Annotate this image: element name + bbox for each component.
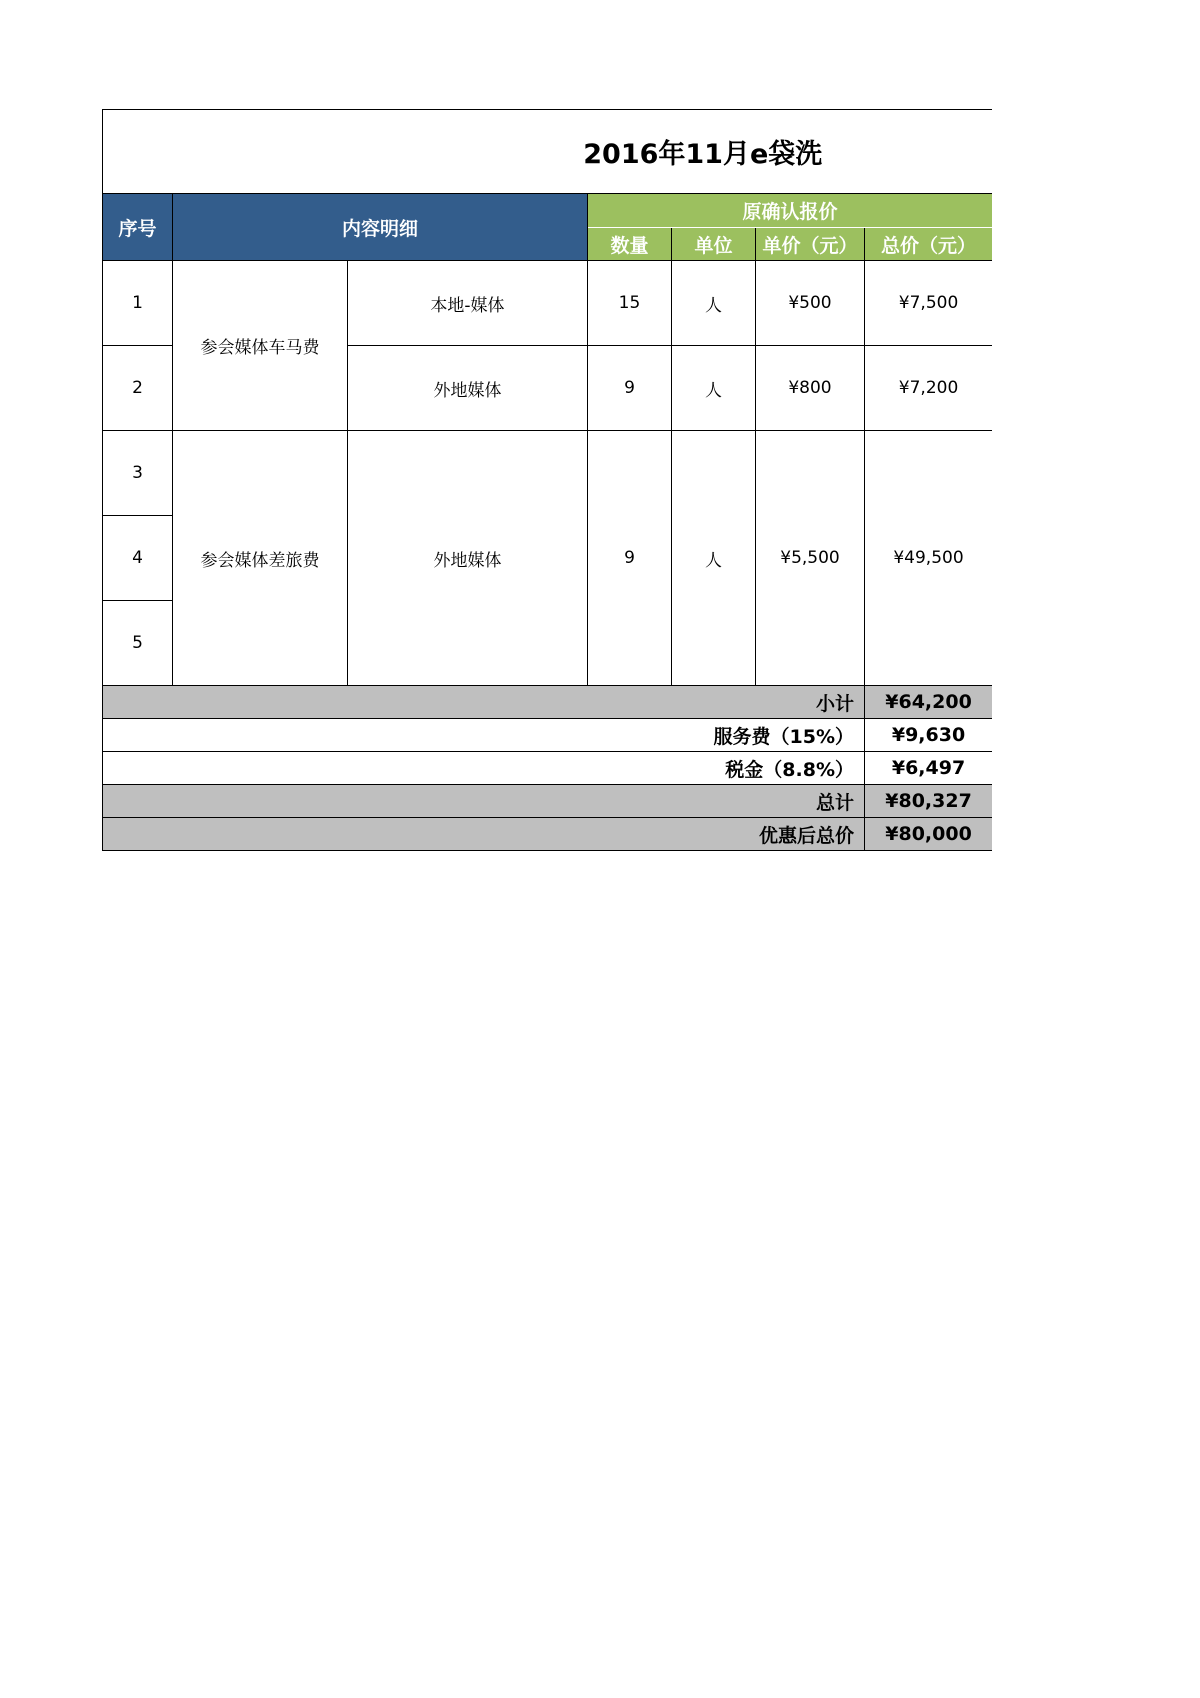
header-total-price: 总价（元） [865, 228, 993, 261]
cell-category: 参会媒体差旅费 [173, 431, 348, 686]
discount-total-label: 优惠后总价 [103, 818, 865, 851]
service-fee-value: ¥9,630 [865, 719, 993, 752]
cell-seq: 1 [103, 261, 173, 346]
service-fee-row [103, 719, 993, 752]
cell-unit-price: ¥500 [756, 261, 865, 346]
tax-value: ¥6,497 [865, 752, 993, 785]
cell-seq: 5 [103, 601, 173, 686]
header-unit-price: 单价（元） [756, 228, 865, 261]
quote-sheet [102, 109, 992, 852]
cell-item: 本地-媒体 [348, 261, 588, 346]
subtotal-value: ¥64,200 [865, 686, 993, 719]
cell-qty: 9 [588, 431, 672, 686]
discount-total-row [103, 818, 993, 851]
subtotal-label: 小计 [103, 686, 865, 719]
cell-seq: 4 [103, 516, 173, 601]
tax-row [103, 752, 993, 785]
cell-total: ¥7,500 [865, 261, 993, 346]
sheet-title: 2016年11月e袋洗 [103, 110, 993, 194]
header-seq: 序号 [103, 194, 173, 261]
cell-unit: 人 [672, 346, 756, 431]
quote-table [102, 109, 992, 851]
cell-category: 参会媒体车马费 [173, 261, 348, 431]
header-quote-group: 原确认报价 [588, 194, 993, 228]
total-label: 总计 [103, 785, 865, 818]
cell-item: 外地媒体 [348, 346, 588, 431]
tax-label: 税金（8.8%） [103, 752, 865, 785]
total-row [103, 785, 993, 818]
table-row [103, 261, 993, 346]
header-qty: 数量 [588, 228, 672, 261]
table-row [103, 431, 993, 516]
cell-unit: 人 [672, 431, 756, 686]
cell-qty: 15 [588, 261, 672, 346]
discount-total-value: ¥80,000 [865, 818, 993, 851]
cell-qty: 9 [588, 346, 672, 431]
total-value: ¥80,327 [865, 785, 993, 818]
service-fee-label: 服务费（15%） [103, 719, 865, 752]
cell-seq: 2 [103, 346, 173, 431]
header-content: 内容明细 [173, 194, 588, 261]
cell-unit-price: ¥800 [756, 346, 865, 431]
subtotal-row [103, 686, 993, 719]
cell-seq: 3 [103, 431, 173, 516]
cell-total: ¥7,200 [865, 346, 993, 431]
cell-unit-price: ¥5,500 [756, 431, 865, 686]
header-unit: 单位 [672, 228, 756, 261]
cell-item: 外地媒体 [348, 431, 588, 686]
cell-total: ¥49,500 [865, 431, 993, 686]
cell-unit: 人 [672, 261, 756, 346]
